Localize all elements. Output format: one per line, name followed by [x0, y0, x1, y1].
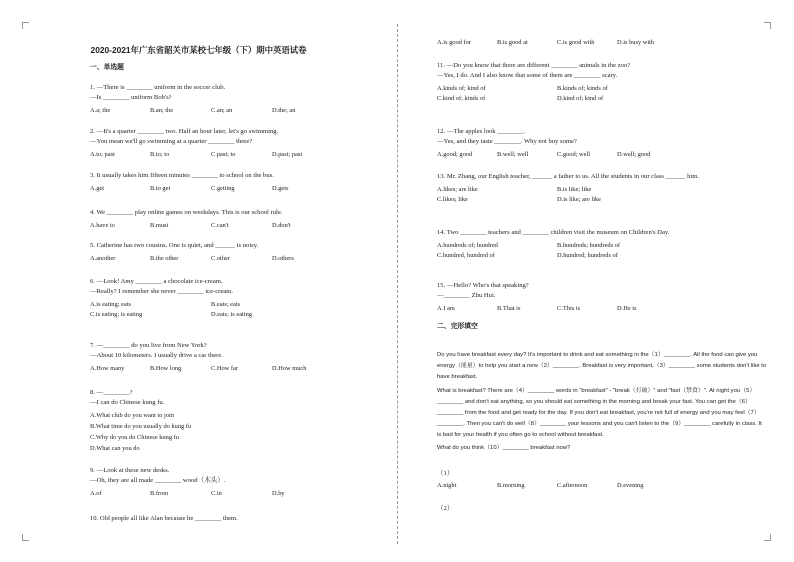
- option-b: B.hundreds; hundreds of: [557, 242, 621, 249]
- option-b: B.from: [150, 490, 169, 497]
- question-7-stem-line: —About 10 kilometers. I usually drive a car there.: [90, 352, 223, 359]
- option-d: D.is busy with: [617, 39, 655, 46]
- option-a: A.kinds of; kind of: [437, 85, 486, 92]
- option-c: C.getting: [211, 185, 235, 192]
- section-heading-single-choice: 一、单选题: [90, 64, 124, 71]
- question-2-stem-line: 2. —It's a quarter ________ two. Half an hour later, let's go swimming.: [90, 128, 279, 135]
- question-9-stem-line: 9. —Look at these new desks.: [90, 467, 170, 474]
- corner-mark-top-left: [22, 22, 29, 29]
- option-a: A.have to: [90, 222, 115, 229]
- option-b: B.is good at: [497, 39, 528, 46]
- option-c: C.Why do you do Chinese kung fu: [90, 434, 179, 441]
- option-d: D.hundred; hundreds of: [557, 252, 618, 259]
- question-1-stem-line: —Is ________ uniform Bob's?: [90, 94, 172, 101]
- question-6-stem-line: —Really? I remember she never ________ ice-cream.: [90, 288, 233, 295]
- option-a: A.What club do you want to join: [90, 412, 174, 419]
- option-d: D.others: [272, 255, 294, 262]
- question-10-stem: 10. Old people all like Alan because he ________ them.: [90, 515, 238, 522]
- option-a: A.of: [90, 490, 102, 497]
- option-a: A.a; the: [90, 107, 111, 114]
- option-d: D.How much: [272, 365, 307, 372]
- option-c: C.hundred, hundred of: [437, 252, 495, 259]
- question-7-stem-line: 7. —________ do you live from New York?: [90, 342, 207, 349]
- question-11-stem-line: —Yes, I do. And I also know that some of them are ________ scary.: [437, 72, 618, 79]
- question-11-stem-line: 11. —Do you know that there are different ________ animals in the zoo?: [437, 62, 631, 69]
- cloze-question-1-label: （1）: [437, 470, 454, 477]
- option-b: B.What time do you usually do kung fu: [90, 423, 192, 430]
- option-a: A.another: [90, 255, 116, 262]
- option-d: D.kind of; kind of: [557, 95, 604, 102]
- cloze-paragraph-2: What is breakfast? There are（4）________ words in "breakfast" - "break（打破）" and "fast（禁食）". At night you（5）________ and don't eat anything, so you should eat something in the morning and break your fast. You can get the（6）________ from the food and get ready for the day. If you don't eat breakfast, you're not full of energy and you may feel（7）________. Then you can't do well（8）________ your lessons and you can't listen to the（9）________ carefully in class. It is bad for your health if you often go to school without breakfast.: [437, 388, 762, 438]
- question-13-stem-line: 13. Mr. Zhang, our English teacher, ______ a father to us. All the students in our class ______ him.: [437, 173, 699, 180]
- option-c: C.is good with: [557, 39, 595, 46]
- cloze-question-2-label: （2）: [437, 505, 454, 512]
- option-b: B.to; to: [150, 151, 170, 158]
- question-8-stem-line: 8. —________?: [90, 389, 133, 396]
- option-b: B.is like; like: [557, 186, 592, 193]
- option-c: C.likes; like: [437, 196, 468, 203]
- option-a: A.good; good: [437, 151, 473, 158]
- corner-mark-bottom-right: [764, 534, 771, 541]
- option-d: D.well; good: [617, 151, 651, 158]
- question-2-stem-line: —You mean we'll go swimming at a quarter ________ three?: [90, 138, 253, 145]
- question-6-stem-line: 6. —Look! Amy ________ a chocolate ice-cream.: [90, 278, 223, 285]
- option-a: A.How many: [90, 365, 125, 372]
- question-3-stem-line: 3. It usually takes him fifteen minutes ________ to school on the bus.: [90, 172, 274, 179]
- question-1-stem-line: 1. —There is ________ uniform in the soccer club.: [90, 84, 226, 91]
- option-c: C.an; an: [211, 107, 233, 114]
- column-divider: [397, 24, 398, 544]
- option-a: A.to; past: [90, 151, 115, 158]
- question-12-stem-line: 12. —The apples look ________.: [437, 128, 526, 135]
- option-d: D.don't: [272, 222, 291, 229]
- option-a: A.likes; are like: [437, 186, 478, 193]
- option-a: A.is eating; eats: [90, 301, 131, 308]
- question-4-stem-line: 4. We ________ play online games on weekdays. This is our school rule.: [90, 209, 283, 216]
- option-d: D.by: [272, 490, 285, 497]
- cloze-option-d: D.evening: [617, 482, 644, 489]
- option-b: B.must: [150, 222, 169, 229]
- cloze-option-b: B.morning: [497, 482, 525, 489]
- option-b: B.an; the: [150, 107, 174, 114]
- option-a: A.get: [90, 185, 105, 192]
- option-d: D.What can you do: [90, 445, 140, 452]
- question-12-stem-line: —Yes, and they taste ________. Why not buy some?: [437, 138, 577, 145]
- option-c: C.can't: [211, 222, 229, 229]
- option-b: B.well; well: [497, 151, 529, 158]
- question-8-stem-line: —I can do Chinese kung fu.: [90, 399, 165, 406]
- option-b: B.That is: [497, 305, 521, 312]
- option-b: B.to get: [150, 185, 171, 192]
- option-c: C.kind of; kinds of: [437, 95, 486, 102]
- option-c: C.How far: [211, 365, 238, 372]
- question-5-stem-line: 5. Catherine has two cousins. One is quiet, and ______ is noisy.: [90, 242, 259, 249]
- option-b: B.the other: [150, 255, 179, 262]
- option-c: C.This is: [557, 305, 581, 312]
- option-a: A.I am: [437, 305, 455, 312]
- option-d: D.past; past: [272, 151, 303, 158]
- question-15-stem-line: 15. —Hello? Who's that speaking?: [437, 282, 529, 289]
- section-heading-cloze: 二、完形填空: [437, 323, 478, 330]
- exam-title: 2020-2021年广东省韶关市某校七年级（下）期中英语试卷: [90, 45, 307, 55]
- question-14-stem-line: 14. Two ________ teachers and ________ children visit the museum on Children's Day.: [437, 229, 670, 236]
- option-c: C.other: [211, 255, 230, 262]
- option-b: B.kinds of; kinds of: [557, 85, 608, 92]
- option-d: D.eats; is eating: [211, 311, 252, 318]
- option-c: C.past; to: [211, 151, 236, 158]
- option-d: D.is like; are like: [557, 196, 602, 203]
- question-9-stem-line: —Oh, they are all made ________ wood（木头）.: [90, 477, 226, 484]
- option-b: B.eats; eats: [211, 301, 241, 308]
- corner-mark-top-right: [764, 22, 771, 29]
- option-c: C.good; well: [557, 151, 591, 158]
- cloze-paragraph-3: What do you think（10）________ breakfast now?: [437, 445, 571, 451]
- corner-mark-bottom-left: [22, 534, 29, 541]
- cloze-paragraph-1: Do you have breakfast every day? It's important to drink and eat something in the（1）________. All the food can give you energy（能量）to help you start a new（2）________. Breakfast is very important,（3）________ some students don't like to have breakfast.: [437, 352, 767, 380]
- cloze-option-c: C.afternoon: [557, 482, 588, 489]
- option-c: C.is eating; is eating: [90, 311, 143, 318]
- option-a: A.is good for: [437, 39, 471, 46]
- option-d: D.gets: [272, 185, 289, 192]
- cloze-option-a: A.night: [437, 482, 457, 489]
- option-d: D.the; an: [272, 107, 296, 114]
- option-b: B.How long: [150, 365, 182, 372]
- option-a: A.hundreds of; hundred: [437, 242, 498, 249]
- option-c: C.in: [211, 490, 222, 497]
- question-15-stem-line: —________ Zhu Hui.: [437, 292, 496, 299]
- option-d: D.He is: [617, 305, 637, 312]
